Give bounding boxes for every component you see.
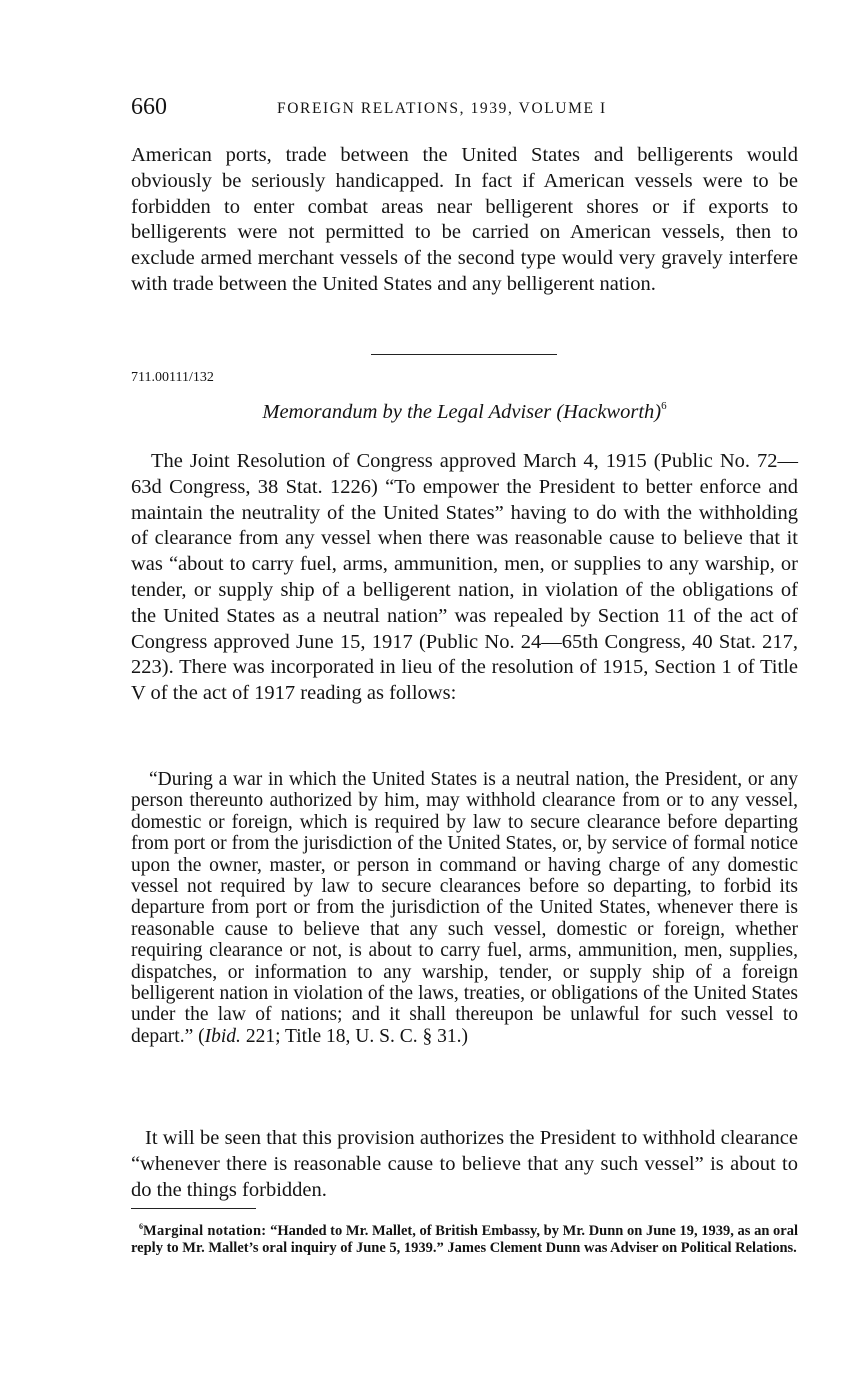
running-head: FOREIGN RELATIONS, 1939, VOLUME I <box>277 100 607 117</box>
footnote-text: “Handed to Mr. Mallet, of British Embassy, by Mr. Dunn on June 19, 1939, as an oral reply to Mr. Mallet’s oral inquiry of June 5, 1939.” James Clement Dunn was Adviser on Political Relations. <box>131 1223 798 1256</box>
page-number: 660 <box>131 94 167 120</box>
quotation-citation: (Ibid. 221; Title 18, U. S. C. § 31.) <box>198 1025 468 1047</box>
footnote <box>131 1219 798 1256</box>
page-header <box>131 94 798 124</box>
block-quotation <box>131 769 798 1047</box>
footnote-marker: 6 <box>139 1222 143 1231</box>
footnote-lead: Marginal notation: <box>143 1223 267 1239</box>
body-paragraph-1: The Joint Resolution of Congress approved March 4, 1915 (Public No. 72—63d Congress, 38 Stat. 1226) “To empower the President to better enforce and maintain the neutrality of the United States” having to do with the withholding of clearance from any vessel when there was reasonable cause to believe that it was “about to carry fuel, arms, ammunition, men, or supplies to any warship, or tender, or supply ship of a belligerent nation, in violation of the obligations of the United States as a neutral nation” was repealed by Section 11 of the act of Congress approved June 15, 1917 (Public No. 24—65th Congress, 40 Stat. 217, 223). There was incorporated in lieu of the resolution of 1915, Section 1 of Title V of the act of 1917 reading as follows: <box>131 450 798 705</box>
footnote-divider <box>131 1208 256 1209</box>
file-number: 711.00111/132 <box>131 370 214 385</box>
citation-ibid: Ibid. <box>204 1025 241 1047</box>
section-divider <box>371 354 557 355</box>
footnote-reference: 6 <box>661 400 667 412</box>
document-title <box>131 400 798 424</box>
document-title-text: Memorandum by the Legal Adviser (Hackworth) <box>262 401 662 423</box>
quotation-text: “During a war in which the United States is a neutral nation, the President, or any person thereunto authorized by him, may withhold clearance from or to any vessel, domestic or foreign, which is required by law to secure clearance before departing from port or from the jurisdiction of the United States, or, by service of formal notice upon the owner, master, or person in command or having charge of any domestic vessel not required by law to secure clearances before so departing, to forbid its departure from port or from the jurisdiction of the United States, whenever there is reasonable cause to believe that any such vessel, domestic or foreign, whether requiring clearance or not, is about to carry fuel, arms, ammunition, men, supplies, dispatches, or information to any warship, tender, or supply ship of a foreign belligerent nation in violation of the laws, treaties, or obligations of the United States under the law of nations; and it shall thereupon be unlawful for such vessel to depart.” <box>131 769 798 1047</box>
continuation-paragraph: American ports, trade between the United States and belligerents would obviously be seriously handicapped. In fact if American vessels were to be forbidden to enter combat areas near belligerent shores or if exports to belligerents were not permitted to be carried on American vessels, then to exclude armed merchant vessels of the second type would very gravely interfere with trade between the United States and any belligerent nation. <box>131 144 798 295</box>
body-paragraph-2: It will be seen that this provision authorizes the President to withhold clearance “whenever there is reasonable cause to believe that any such vessel” is about to do the things forbidden. <box>131 1127 798 1202</box>
